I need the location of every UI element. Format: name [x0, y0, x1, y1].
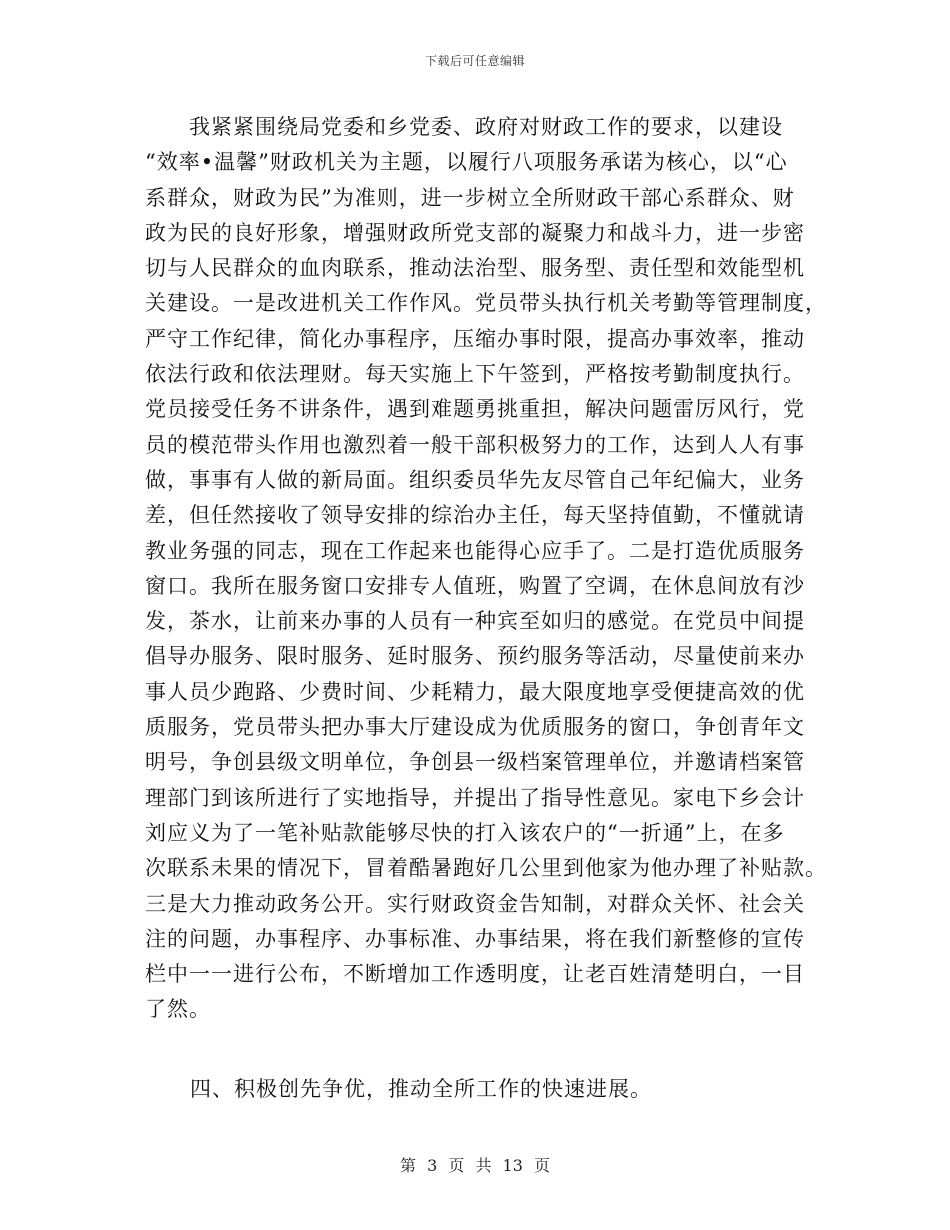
text-line: 质服务，党员带头把办事大厅建设成为优质服务的窗口，争创青年文 [145, 715, 805, 740]
text-line: 我紧紧围绕局党委和乡党委、政府对财政工作的要求，以建设 [145, 115, 783, 139]
text-line: 理部门到该所进行了实地指导，并提出了指导性意见。家电下乡会计 [145, 785, 805, 810]
text-line: 刘应义为了一笔补贴款能够尽快的打入该农户的“一折通”上，在多 [145, 820, 785, 845]
text-line: 三是大力推动政务公开。实行财政资金告知制，对群众关怀、社会关 [145, 891, 805, 916]
text-line: 严守工作纪律，简化办事程序，压缩办事时限，提高办事效率，推动 [145, 326, 805, 351]
text-line: 切与人民群众的血肉联系，推动法治型、服务型、责任型和效能型机 [145, 256, 805, 281]
text-line: 事人员少跑路、少费时间、少耗精力，最大限度地享受便捷高效的优 [145, 679, 805, 704]
text-line: 了然。 [145, 997, 211, 1022]
text-line: 差，但任然接收了领导安排的综治办主任，每天坚持值勤，不懂就请 [145, 503, 805, 528]
text-line: 明号，争创县级文明单位，争创县一级档案管理单位，并邀请档案管 [145, 750, 805, 775]
page-number-footer: 第 3 页 共 13 页 [400, 1156, 550, 1175]
text-line: 发，茶水，让前来办事的人员有一种宾至如归的感觉。在党员中间提 [145, 609, 805, 634]
text-line: 依法行政和依法理财。每天实施上下午签到，严格按考勤制度执行。 [145, 362, 805, 387]
body-paragraph [145, 110, 827, 1028]
text-line: 注的问题，办事程序、办事标准、办事结果，将在我们新整修的宣传 [145, 926, 805, 951]
text-line: “效率•温馨”财政机关为主题，以履行八项服务承诺为核心，以“心 [145, 150, 788, 175]
text-line: 政为民的良好形象，增强财政所党支部的凝聚力和战斗力，进一步密 [145, 220, 805, 245]
text-line: 关建设。一是改进机关工作作风。党员带头执行机关考勤等管理制度， [145, 291, 827, 316]
text-line: 栏中一一进行公布，不断增加工作透明度，让老百姓清楚明白，一目 [145, 962, 805, 987]
text-line: 倡导办服务、限时服务、延时服务、预约服务等活动，尽量使前来办 [145, 644, 805, 669]
text-line: 员的模范带头作用也激烈着一般干部积极努力的工作，达到人人有事 [145, 432, 805, 457]
text-line: 做，事事有人做的新局面。组织委员华先友尽管自己年纪偏大，业务 [145, 467, 805, 492]
section-heading: 四、积极创先争优，推动全所工作的快速进展。 [190, 1077, 652, 1101]
text-line: 次联系未果的情况下，冒着酷暑跑好几公里到他家为他办理了补贴款。 [145, 856, 827, 881]
page-header: 下载后可任意编辑 [424, 54, 525, 68]
text-line: 党员接受任务不讲条件，遇到难题勇挑重担，解决问题雷厉风行，党 [145, 397, 805, 422]
text-line: 系群众，财政为民”为准则，进一步树立全所财政干部心系群众、财 [145, 185, 795, 210]
text-line: 教业务强的同志，现在工作起来也能得心应手了。二是打造优质服务 [145, 538, 805, 563]
text-line: 窗口。我所在服务窗口安排专人值班，购置了空调，在休息间放有沙 [145, 573, 805, 598]
